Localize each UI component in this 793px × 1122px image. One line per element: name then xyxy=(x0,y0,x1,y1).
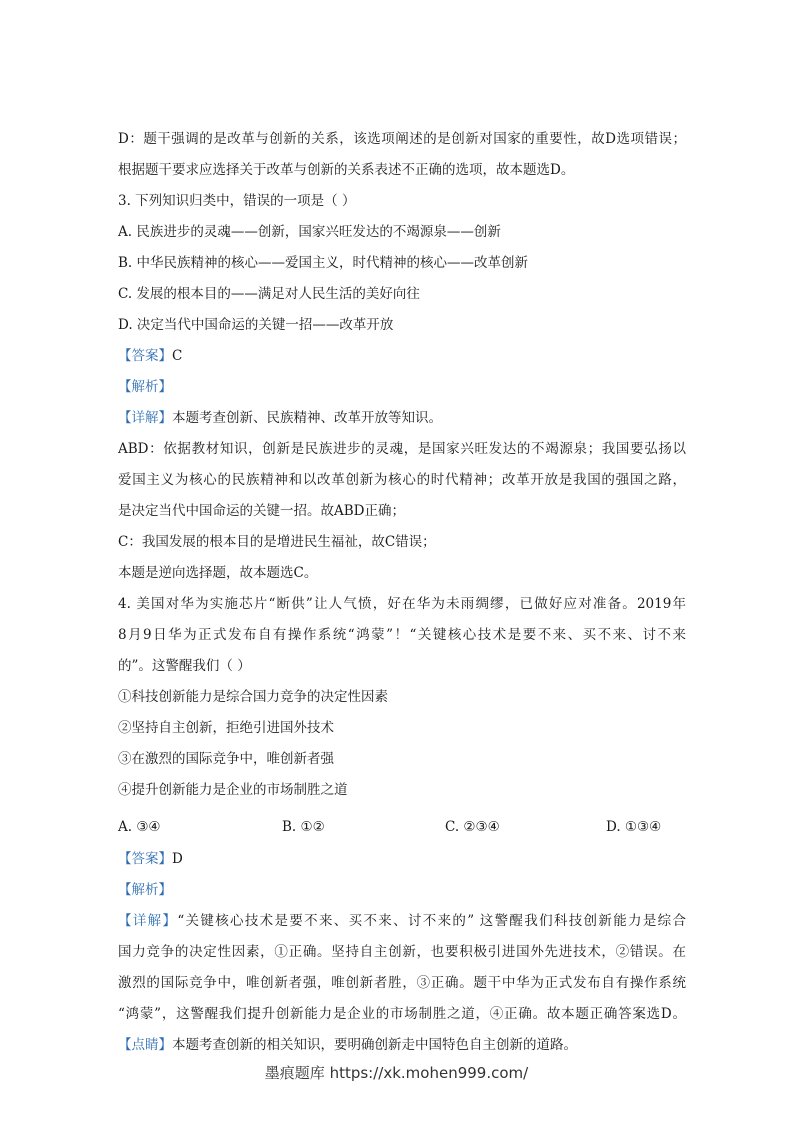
answer-line-q4 xyxy=(118,849,686,869)
question-3-option-b: B. 中华民族精神的核心——爱国主义，时代精神的核心——改革创新 xyxy=(118,255,529,271)
question-4-stem: 的”。这警醒我们（ ） xyxy=(118,658,251,674)
answer-line-q3 xyxy=(118,346,686,366)
detail-body-line: C：我国发展的根本目的是增进民生福祉，故C错误； xyxy=(118,534,436,550)
analysis-conclusion-line: 根据题干要求应选择关于改革与创新的关系表述不正确的选项，故本题选D。 xyxy=(118,162,575,178)
analysis-heading-q3 xyxy=(118,377,686,397)
question-4-option-a: A. ③④ xyxy=(118,819,161,835)
detail-body-line: 本题是逆向选择题，故本题选C。 xyxy=(118,565,318,581)
detail-body-line: ABD：依据教材知识，创新是民族进步的灵魂，是国家兴旺发达的不竭源泉；我国要弘扬以 xyxy=(118,441,686,457)
question-3-option-d: D. 决定当代中国命运的关键一招——改革开放 xyxy=(118,317,394,333)
question-4-option-d: D. ①③④ xyxy=(606,819,662,835)
answer-tag: 【答案】 xyxy=(118,851,172,867)
detail-text: “关键核心技术是要不来、买不来、讨不来的” 这警醒我们科技创新能力是综合 xyxy=(177,913,686,929)
detail-line-q3 xyxy=(118,408,686,428)
question-3-option-a: A. 民族进步的灵魂——创新，国家兴旺发达的不竭源泉——创新 xyxy=(118,224,501,240)
question-4-option-b: B. ①② xyxy=(282,819,325,835)
analysis-tag: 【解析】 xyxy=(118,379,172,395)
question-4-stem: 8月9日华为正式发布自有操作系统“鸿蒙”！“关键核心技术是要不来、买不来、讨不来 xyxy=(118,627,686,643)
question-4-statement: ③在激烈的国际竞争中，唯创新者强 xyxy=(118,751,334,767)
tip-tag: 【点睛】 xyxy=(118,1037,172,1053)
detail-body-line: 是决定当代中国命运的关键一招。故ABD正确； xyxy=(118,503,405,519)
answer-value: C xyxy=(172,348,183,364)
detail-tag: 【详解】 xyxy=(118,410,172,426)
question-4-statement: ④提升创新能力是企业的市场制胜之道 xyxy=(118,782,348,798)
detail-tag: 【详解】 xyxy=(118,913,178,929)
tip-text: 本题考查创新的相关知识，要明确创新走中国特色自主创新的道路。 xyxy=(172,1037,577,1053)
tip-line-q4 xyxy=(118,1035,686,1055)
question-4-statement: ②坚持自主创新，拒绝引进国外技术 xyxy=(118,720,334,736)
question-3-option-c: C. 发展的根本目的——满足对人民生活的美好向往 xyxy=(118,286,420,302)
analysis-tag: 【解析】 xyxy=(118,882,172,898)
footer-watermark: 墨痕题库 https://xk.mohen999.com/ xyxy=(264,1064,529,1082)
detail-body-line: 国力竞争的决定性因素，①正确。坚持自主创新，也要积极引进国外先进技术，②错误。在 xyxy=(118,944,686,960)
answer-tag: 【答案】 xyxy=(118,348,172,364)
question-4-statement: ①科技创新能力是综合国力竞争的决定性因素 xyxy=(118,689,388,705)
detail-text: 本题考查创新、民族精神、改革开放等知识。 xyxy=(172,410,442,426)
detail-line-q4 xyxy=(118,911,686,931)
question-3-stem: 3. 下列知识归类中，错误的一项是（ ） xyxy=(118,193,356,209)
answer-value: D xyxy=(172,851,183,867)
detail-body-line: 爱国主义为核心的民族精神和以改革创新为核心的时代精神；改革开放是我国的强国之路， xyxy=(118,472,686,488)
question-4-option-c: C. ②③④ xyxy=(445,819,500,835)
detail-body-line: 激烈的国际竞争中，唯创新者强，唯创新者胜，③正确。题干中华为正式发布自有操作系统 xyxy=(118,975,686,991)
analysis-option-d-line: D：题干强调的是改革与创新的关系，该选项阐述的是创新对国家的重要性，故D选项错误； xyxy=(118,131,686,147)
question-4-stem: 4. 美国对华为实施芯片“断供”让人气愤，好在华为未雨绸缪，已做好应对准备。2019年 xyxy=(118,596,686,612)
analysis-heading-q4 xyxy=(118,880,686,900)
detail-body-line: “鸿蒙”，这警醒我们提升创新能力是企业的市场制胜之道，④正确。故本题正确答案选D。 xyxy=(118,1006,686,1022)
